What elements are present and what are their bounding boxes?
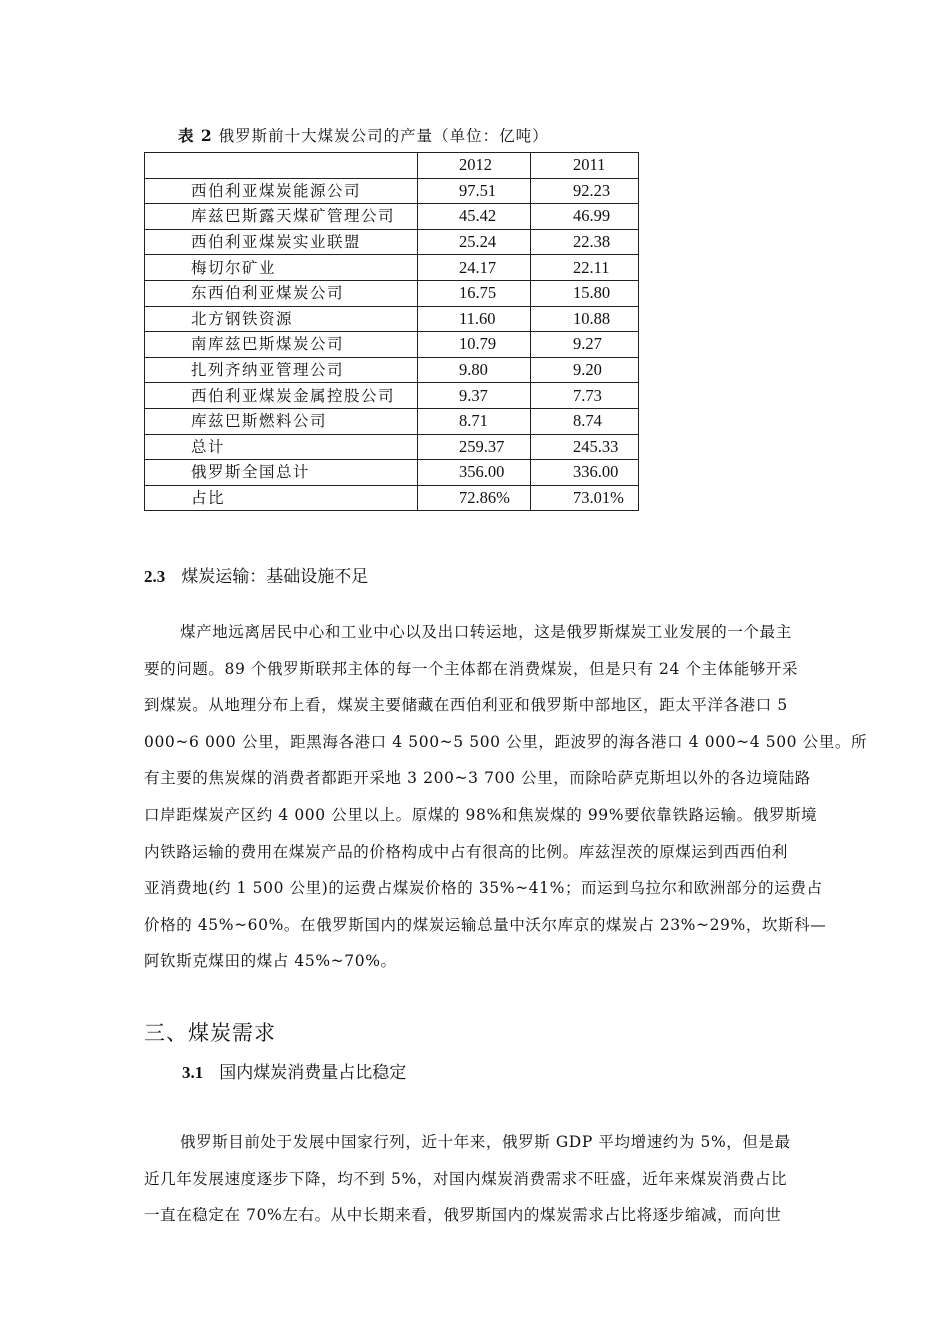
- paragraph-line: 口岸距煤炭产区约 4 000 公里以上。原煤的 98%和焦炭煤的 99%要依靠铁路运输。俄罗斯境: [144, 805, 818, 824]
- section-title: 国内煤炭消费量占比稳定: [219, 1063, 407, 1083]
- table-row: [145, 408, 639, 434]
- company-name-cell: [145, 153, 418, 179]
- value-2012-cell: 24.17: [418, 255, 531, 281]
- table-caption: [178, 124, 549, 146]
- value-2012-cell: 9.37: [418, 383, 531, 409]
- paragraph-line: 有主要的焦炭煤的消费者都距开采地 3 200~3 700 公里，而除哈萨克斯坦以外的各边境陆路: [144, 769, 811, 788]
- section-3-1-heading: [182, 1058, 406, 1083]
- table-row: [145, 383, 639, 409]
- value-2012-cell: 16.75: [418, 280, 531, 306]
- value-2011-cell: 22.11: [531, 255, 639, 281]
- value-2012-cell: 11.60: [418, 306, 531, 332]
- paragraph-line: 内铁路运输的费用在煤炭产品的价格构成中占有很高的比例。库兹涅茨的原煤运到西西伯利: [144, 842, 789, 861]
- table-row: [145, 178, 639, 204]
- value-2011-cell: 2011: [531, 153, 639, 179]
- company-name-cell: 东西伯利亚煤炭公司: [145, 280, 418, 306]
- company-name-cell: 南库兹巴斯煤炭公司: [145, 332, 418, 358]
- table-header-row: [145, 153, 639, 179]
- paragraph-line: 价格的 45%~60%。在俄罗斯国内的煤炭运输总量中沃尔库京的煤炭占 23%~29%，坎斯科—: [144, 915, 827, 934]
- section-number: 3.1: [182, 1063, 204, 1082]
- company-name-cell: 库兹巴斯燃料公司: [145, 408, 418, 434]
- domestic-consumption-paragraph: [144, 1124, 812, 1234]
- value-2011-cell: 9.20: [531, 357, 639, 383]
- company-name-cell: 西伯利亚煤炭实业联盟: [145, 229, 418, 255]
- paragraph-line: 阿钦斯克煤田的煤占 45%~70%。: [144, 952, 397, 971]
- value-2012-cell: 72.86%: [418, 485, 531, 511]
- coal-production-table: [144, 152, 639, 511]
- table-row: [145, 485, 639, 511]
- value-2012-cell: 10.79: [418, 332, 531, 358]
- value-2011-cell: 15.80: [531, 280, 639, 306]
- section-number: 2.3: [144, 567, 166, 586]
- company-name-cell: 总计: [145, 434, 418, 460]
- value-2012-cell: 9.80: [418, 357, 531, 383]
- paragraph-line: 一直在稳定在 70%左右。从中长期来看，俄罗斯国内的煤炭需求占比将逐步缩减，而向世: [144, 1206, 782, 1225]
- table-row: [145, 460, 639, 486]
- table-row: [145, 306, 639, 332]
- value-2012-cell: 97.51: [418, 178, 531, 204]
- section-title: 煤炭运输：基础设施不足: [181, 567, 369, 587]
- coal-transport-paragraph: [144, 614, 868, 980]
- value-2011-cell: 7.73: [531, 383, 639, 409]
- value-2011-cell: 46.99: [531, 204, 639, 230]
- company-name-cell: 西伯利亚煤炭金属控股公司: [145, 383, 418, 409]
- paragraph-line: 亚消费地(约 1 500 公里)的运费占煤炭价格的 35%~41%；而运到乌拉尔和欧洲部分的运费占: [144, 879, 823, 898]
- company-name-cell: 占比: [145, 485, 418, 511]
- company-name-cell: 库兹巴斯露天煤矿管理公司: [145, 204, 418, 230]
- value-2012-cell: 25.24: [418, 229, 531, 255]
- section-3-heading: 三、煤炭需求: [144, 1021, 276, 1045]
- paragraph-line: 俄罗斯目前处于发展中国家行列，近十年来，俄罗斯 GDP 平均增速约为 5%，但是最: [180, 1133, 791, 1151]
- company-name-cell: 梅切尔矿业: [145, 255, 418, 281]
- table-row: [145, 280, 639, 306]
- table-row: [145, 229, 639, 255]
- value-2012-cell: 2012: [418, 153, 531, 179]
- company-name-cell: 北方钢铁资源: [145, 306, 418, 332]
- value-2011-cell: 336.00: [531, 460, 639, 486]
- value-2012-cell: 45.42: [418, 204, 531, 230]
- value-2011-cell: 8.74: [531, 408, 639, 434]
- table-row: [145, 204, 639, 230]
- table-row: [145, 255, 639, 281]
- table-row: [145, 332, 639, 358]
- company-name-cell: 西伯利亚煤炭能源公司: [145, 178, 418, 204]
- value-2011-cell: 9.27: [531, 332, 639, 358]
- paragraph-line: 到煤炭。从地理分布上看，煤炭主要储藏在西伯利亚和俄罗斯中部地区，距太平洋各港口 5: [144, 696, 788, 715]
- paragraph-line: 000~6 000 公里，距黑海各港口 4 500~5 500 公里，距波罗的海各港口 4 000~4 500 公里。所: [144, 732, 868, 751]
- table-row: [145, 357, 639, 383]
- table-caption-text: 俄罗斯前十大煤炭公司的产量（单位：亿吨）: [218, 127, 549, 145]
- paragraph-line: 煤产地远离居民中心和工业中心以及出口转运地，这是俄罗斯煤炭工业发展的一个最主: [180, 623, 792, 641]
- value-2012-cell: 8.71: [418, 408, 531, 434]
- value-2011-cell: 22.38: [531, 229, 639, 255]
- paragraph-line: 近几年发展速度逐步下降，均不到 5%，对国内煤炭消费需求不旺盛，近年来煤炭消费占比: [144, 1169, 788, 1188]
- table-row: [145, 434, 639, 460]
- company-name-cell: 扎列齐纳亚管理公司: [145, 357, 418, 383]
- value-2011-cell: 10.88: [531, 306, 639, 332]
- value-2011-cell: 92.23: [531, 178, 639, 204]
- paragraph-line: 要的问题。89 个俄罗斯联邦主体的每一个主体都在消费煤炭，但是只有 24 个主体能够开采: [144, 659, 799, 678]
- section-2-3-heading: [144, 562, 368, 587]
- value-2012-cell: 259.37: [418, 434, 531, 460]
- value-2011-cell: 245.33: [531, 434, 639, 460]
- value-2012-cell: 356.00: [418, 460, 531, 486]
- company-name-cell: 俄罗斯全国总计: [145, 460, 418, 486]
- table-caption-label: 表 2: [178, 126, 213, 145]
- value-2011-cell: 73.01%: [531, 485, 639, 511]
